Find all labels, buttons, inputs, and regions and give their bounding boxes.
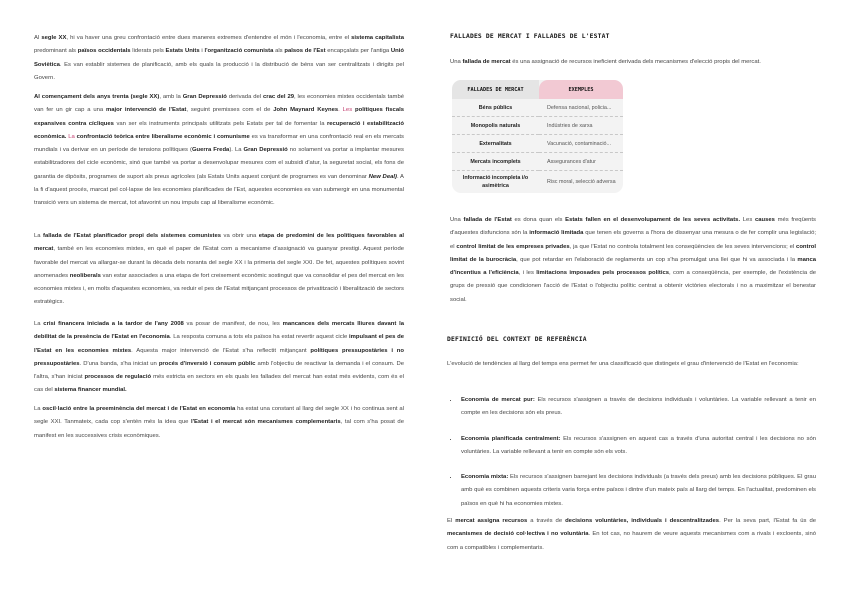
table-header-cell: FALLADES DE MERCAT xyxy=(452,80,539,99)
right-column xyxy=(447,0,817,599)
economy-types-list xyxy=(447,394,816,523)
paragraph-segle-xx: Al segle XX, hi va haver una greu confrontació entre dues maneres extremes d'entendre el món i l'economia, entre el sistema capitalista predominant als països occidentals liderats pels Estats Units i l'organització comunista als països de l'Est encapçalats per l'antiga Unió Soviètica. Es van establir sistemes de planificació, amb els quals la producció i la distribució de béns van ser centralitzats i dirigits pel Govern. xyxy=(34,35,404,81)
section-title-fallades: FALLADES DE MERCAT I FALLADES DE L'ESTAT xyxy=(450,33,610,40)
list-item: • Economia de mercat pur: Els recursos s'assignen a través de decisions individuals i voluntàries. La variable rellevant a tenir en compte en les decisions són els preus. xyxy=(459,394,816,421)
table-cell-example: Indústries de xarxa xyxy=(539,117,623,135)
paragraph-mercat-assigna: El mercat assigna recursos a través de decisions voluntàries, individuals i descentralitzades. Per la seva part, l'Estat fa ús de mecanismes de decisió col·lectiva i no voluntària. En tot cas, no haurem de veure aquests mecanismes com a rivals i excloents, sinó com a compatibles i complementaris. xyxy=(447,518,817,551)
section-title-definicio: DEFINICIÓ DEL CONTEXT DE REFERÈNCIA xyxy=(447,336,587,343)
table-cell-example: Risc moral, selecció adversa xyxy=(547,179,616,185)
table-header-cell: EXEMPLES xyxy=(539,80,623,99)
market-failures-table xyxy=(452,80,623,193)
table-row xyxy=(452,153,623,171)
table-cell-failure: Béns públics xyxy=(452,99,539,117)
paragraph-fallada-estat-planificador: La fallada de l'Estat planificador propi dels sistemes comunistes va obrir una etapa de predomini de les polítiques favorables al mercat, també en les economies mixtes, en què el paper de l'Estat com a mecanisme d'assignació va guanyar prestigi. Aquest període favorable del mercat va allargar-se durant la dècada dels noranta del segle XX i la primeria del segle XXI. De fet, aquestes polítiques sovint anomenades neoliberals van estar associades a una etapa de fort creixement econòmic sostingut que va consolidar el pes del mercat en les economies mixtes i, en molts d'aquestes economies, va reduir el pes de l'Estat mitjançant processos de privatització i liberalització de sectors estratègics. xyxy=(34,233,404,306)
paragraph-gran-depressio: Al començament dels anys trenta (segle XX), amb la Gran Depressió derivada del crac del 29, les economies mixtes occidentals també van fer un gir cap a una major intervenció de l'Estat, seguint premisses com el de John Maynard Keynes. Les polítiques fiscals expansives contra cícliques van ser els instruments principals utilitzats pels Estats per tal de fomentar la recuperació i estabilització econòmica. La confrontació teòrica entre liberalisme econòmic i comunisme es va transformar en una confrontació real en els mercats mundials i va derivar en un període de tensions polítiques (Guerra Freda). La Gran Depressió no solament va portar a implantar mesures estabilitzadores del cicle econòmic, sinó que també va portar a desenvolupar mesures com el subsidi d'atur, la seguretat social, els fons de garantia de dipòsits, programes de suport als preus agrícoles (als Estats Units aquest conjunt de programes es van denominar New Deal). A la fi d'aquest procés, marcat pel col·lapse de les economies planificades de l'Est, aquestes economies es van submergir en una monumental transició vers un sistema de mercat, tot afavorint un nou impuls cap al liberalisme econòmic. xyxy=(34,94,405,207)
table-row xyxy=(452,135,623,153)
table-header-row xyxy=(452,80,623,99)
paragraph-fallada-mercat: Una fallada de mercat és una assignació de recursos ineficient derivada dels mecanismes d'elecció propis del mercat. xyxy=(450,59,761,65)
paragraph-evolucio: L'evolució de tendències al llarg del temps ens permet fer una classificació que distingeix el grau d'intervenció de l'Estat en l'economia: xyxy=(447,361,799,367)
paragraph-crisi-financera: La crisi financera iniciada a la tardor de l'any 2008 va posar de manifest, de nou, les mancances dels mercats lliures davant la debilitat de la presència de l'Estat en l'economia. La resposta comuna a tots els països ha estat revertir aquest cicle impulsant el pes de l'Estat en les economies mixtes. Aquesta major intervenció de l'Estat s'ha reflectit mitjançant polítiques pressupostàries i no pressupostàries. D'una banda, s'ha iniciat un procés d'inversió i consum públic amb l'objectiu de reactivar la demanda i el consum. De l'altra, s'han iniciat processos de regulació més estricta en sectors en els quals les fallades del mercat han estat més evidents, com és el cas del sistema financer mundial. xyxy=(34,321,404,394)
table-row xyxy=(452,99,623,117)
table-cell-example: Assegurances d'atur xyxy=(539,153,623,171)
table-row xyxy=(452,171,623,193)
table-cell-failure: Externalitats xyxy=(452,135,539,153)
list-item: • Economia planificada centralment: Els recursos s'assignen en aquest cas a través d'una autoritat central i les decisions no són voluntàries. La variable rellevant a tenir en compte són els vots. xyxy=(459,433,816,460)
table-cell-failure: Mercats incomplets xyxy=(452,153,539,171)
paragraph-fallada-estat: Una fallada de l'Estat es dona quan els Estats fallen en el desenvolupament de les seves activitats. Les causes més freqüents d'aquestes disfuncions són la informació limitada que tenen els governs a l'hora de dissenyar una mesura o de fer complir una legislació; el control limitat de les empreses privades, ja que l'Estat no controla totalment les conseqüències de les seves intervencions; el control limitat de la burocràcia, que pot retardar en l'elaboració de reglaments un cop s'ha promulgat una llei que hi va associada i la manca d'incentius a l'eficiència, i les limitacions imposades pels processos polítics, com a conseqüència, per exemple, de l'existència de grups de pressió que condicionen l'acció de l'Estat o l'objectiu polític centrat a obtenir victòries electorals i no a maximitzar el benestar social. xyxy=(450,217,817,303)
table-cell-failure: Monopolis naturals xyxy=(452,117,539,135)
paragraph-oscillacio: La oscil·lació entre la preeminència del mercat i de l'Estat en economia ha estat una constant al llarg del segle XX i ho continua sent al segle XXI. Tanmateix, cada cop s'entén més la idea que l'Estat i el mercat són mecanismes complementaris, tal com s'ha posat de manifest en les successives crisis econòmiques. xyxy=(34,406,404,439)
table-cell-failure: Informació incompleta i/o asimètrica xyxy=(462,175,529,189)
list-item: • Economia mixta: Els recursos s'assignen barrejant les decisions individuals (a través dels preus) amb les decisions públiques. El grau amb què es combinen aquests criteris varia força entre països i dintre d'un mateix país al llarg del temps. En l'actualitat, predominen els països en què hi ha economies mixtes. xyxy=(459,471,816,511)
table-cell-example: Vacunació, contaminació... xyxy=(539,135,623,153)
table-cell-example: Defensa nacional, policia... xyxy=(539,99,623,117)
table-row xyxy=(452,117,623,135)
